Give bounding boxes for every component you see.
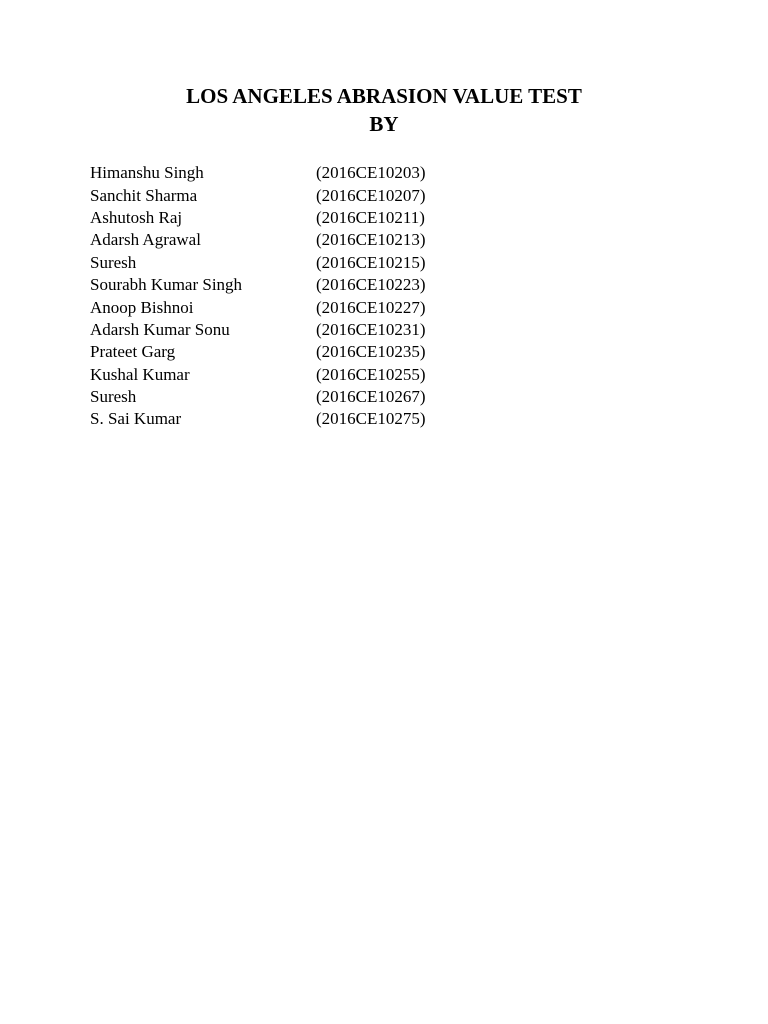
- author-id: (2016CE10203): [316, 163, 426, 183]
- author-row: [90, 184, 426, 206]
- author-id: (2016CE10223): [316, 275, 426, 295]
- author-id: (2016CE10275): [316, 409, 426, 429]
- author-name: Kushal Kumar: [90, 364, 190, 384]
- author-name: Suresh: [90, 387, 137, 407]
- author-name: Anoop Bishnoi: [90, 297, 194, 317]
- author-id: (2016CE10255): [316, 364, 426, 384]
- author-row: [90, 341, 426, 363]
- document-byline: BY: [369, 112, 399, 136]
- author-name: Suresh: [90, 252, 137, 272]
- author-name: Himanshu Singh: [90, 163, 204, 183]
- author-row: [90, 386, 426, 408]
- author-id: (2016CE10207): [316, 185, 426, 205]
- document-title: LOS ANGELES ABRASION VALUE TEST: [186, 84, 582, 108]
- author-row: [90, 408, 426, 430]
- author-row: [90, 207, 426, 229]
- author-name: Sourabh Kumar Singh: [90, 275, 243, 295]
- author-row: [90, 274, 426, 296]
- author-row: [90, 296, 426, 318]
- author-row: [90, 319, 426, 341]
- author-id: (2016CE10267): [316, 387, 426, 407]
- author-row: [90, 229, 426, 251]
- author-name: Adarsh Kumar Sonu: [90, 319, 230, 339]
- author-row: [90, 162, 426, 184]
- author-row: [90, 364, 426, 386]
- author-id: (2016CE10227): [316, 297, 426, 317]
- author-id: (2016CE10211): [316, 207, 425, 227]
- author-name: S. Sai Kumar: [90, 409, 182, 429]
- author-name: Prateet Garg: [90, 342, 176, 362]
- author-name: Ashutosh Raj: [90, 207, 183, 227]
- author-id: (2016CE10215): [316, 252, 426, 272]
- author-list: [90, 162, 426, 431]
- author-name: Sanchit Sharma: [90, 185, 198, 205]
- author-id: (2016CE10213): [316, 230, 426, 250]
- author-name: Adarsh Agrawal: [90, 230, 201, 250]
- author-id: (2016CE10231): [316, 319, 426, 339]
- author-id: (2016CE10235): [316, 342, 426, 362]
- author-row: [90, 252, 426, 274]
